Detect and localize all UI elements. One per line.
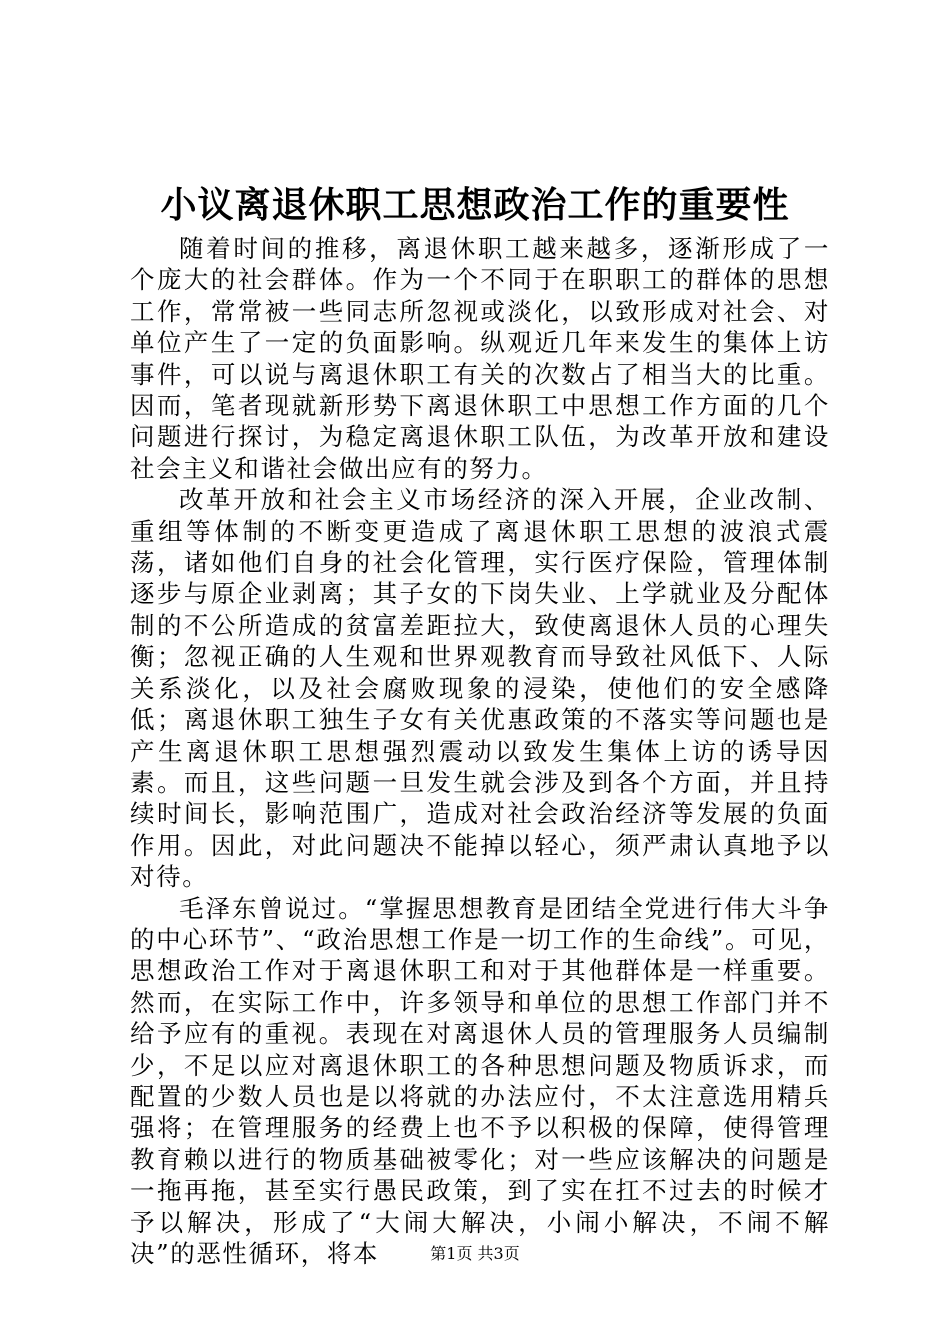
- paragraph-3: 毛泽东曾说过。“掌握思想教育是团结全党进行伟大斗争的中心环节”、“政治思想工作是一切工作的生命线”。可见，思想政治工作对于离退休职工和对于其他群体是一样重要。然而，在实际工作中，许多领导和单位的思想工作部门并不给予应有的重视。表现在对离退休人员的管理服务人员编制少，不足以应对离退休职工的各种思想问题及物质诉求，而配置的少数人员也是以将就的办法应付，不太注意选用精兵强将；在管理服务的经费上也不予以积极的保障，使得管理教育赖以进行的物质基础被零化；对一些应该解决的问题是一拖再拖，甚至实行愚民政策，到了实在扛不过去的时候才予以解决，形成了“大闹大解决，小闹小解决，不闹不解决”的恶性循环，将本: [130, 893, 830, 1268]
- paragraph-1: 随着时间的推移，离退休职工越来越多，逐渐形成了一个庞大的社会群体。作为一个不同于在职职工的群体的思想工作，常常被一些同志所忽视或淡化，以致形成对社会、对单位产生了一定的负面影响。纵观近几年来发生的集体上访事件，可以说与离退休职工有关的次数占了相当大的比重。因而，笔者现就新形势下离退休职工中思想工作方面的几个问题进行探讨，为稳定离退休职工队伍，为改革开放和建设社会主义和谐社会做出应有的努力。: [130, 234, 830, 483]
- document-title: 小议离退休职工思想政治工作的重要性: [160, 184, 790, 226]
- page-number-footer: 第1页 共3页: [430, 1244, 520, 1263]
- paragraph-2: 改革开放和社会主义市场经济的深入开展，企业改制、重组等体制的不断变更造成了离退休职工思想的波浪式震荡，诸如他们自身的社会化管理，实行医疗保险，管理体制逐步与原企业剥离；其子女的下岗失业、上学就业及分配体制的不公所造成的贫富差距拉大，致使离退休人员的心理失衡；忽视正确的人生观和世界观教育而导致社风低下、人际关系淡化，以及社会腐败现象的浸染，使他们的安全感降低；离退休职工独生子女有关优惠政策的不落实等问题也是产生离退休职工思想强烈震动以致发生集体上访的诱导因素。而且，这些问题一旦发生就会涉及到各个方面，并且持续时间长，影响范围广，造成对社会政治经济等发展的负面作用。因此，对此问题决不能掉以轻心，须严肃认真地予以对待。: [130, 485, 830, 892]
- document-body: [130, 233, 830, 1269]
